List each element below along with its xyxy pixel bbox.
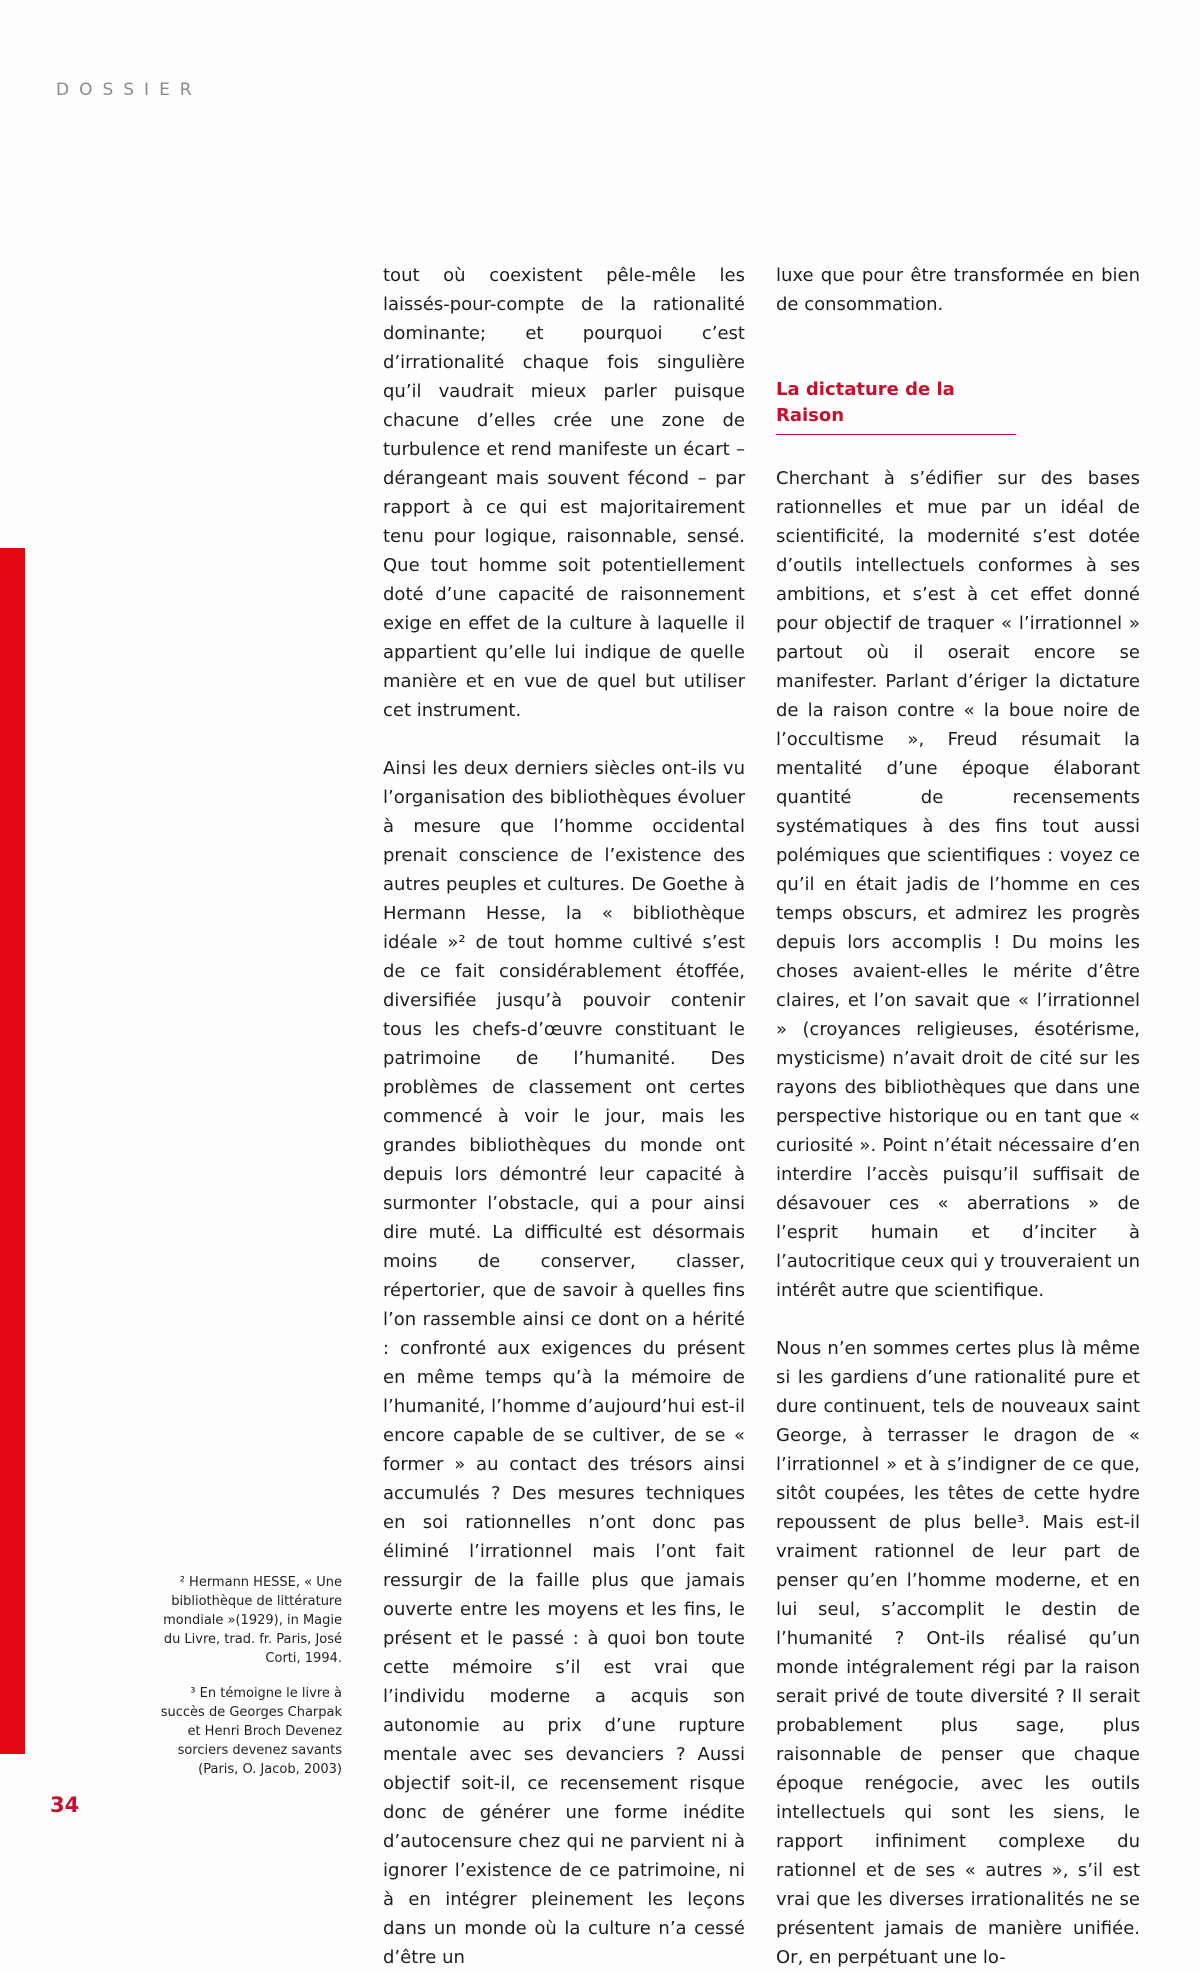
page-number: 34 [50, 1793, 80, 1817]
footnote: ² Hermann HESSE, « Une bibliothèque de littérature mondiale »(1929), in Magie du Livre, trad. fr. Paris, José Corti, 1994. [163, 1575, 342, 1666]
section-header: DOSSIER [56, 80, 202, 100]
paragraph: tout où coexistent pêle-mêle les laissés-pour-compte de la rationalité dominante; et pourquoi c’est d’irrationalité chaque fois singulière qu’il vaudrait mieux parler puisque chacune d’elles crée une zone de turbulence et rend manifeste un écart – dérangeant mais souvent fécond – par rapport à ce qui est majoritairement tenu pour logique, raisonnable, sensé. Que tout homme soit potentiellement doté d’une capacité de raisonnement exige en effet de la culture à laquelle il appartient qu’elle lui indique de quelle manière et en vue de quel but utiliser cet instrument. [383, 265, 745, 721]
section-title: La dictature de la Raison [776, 377, 1016, 435]
red-margin-bar [0, 548, 25, 1754]
paragraph: Nous n’en sommes certes plus là même si les gardiens d’une rationalité pure et dure continuent, tels de nouveaux saint George, à terrasser le dragon de « l’irrationnel » et à s’indigner de ce que, sitôt coupées, les têtes de cette hydre repoussent de plus belle³. Mais est-il vraiment rationnel de leur part de penser qu’en l’homme moderne, et en lui seul, s’accomplit le destin de l’humanité ? Ont-ils réalisé qu’un monde intégralement régi par la raison serait privé de toute diversité ? Il serait probablement plus sage, plus raisonnable de penser que chaque époque renégocie, avec les outils intellectuels qui sont les siens, le rapport infiniment complexe du rationnel et de ses « autres », s’il est vrai que les diverses irrationalités ne se présentent jamais de manière unifiée. Or, en perpétuant une lo- [776, 1338, 1140, 1968]
middle-column [383, 261, 745, 1972]
paragraph: luxe que pour être transformée en bien de consommation. [776, 265, 1140, 315]
footnote: ³ En témoigne le livre à succès de Georges Charpak et Henri Broch Devenez sorciers devenez savants (Paris, O. Jacob, 2003) [160, 1686, 342, 1777]
paragraph: Cherchant à s’édifier sur des bases rationnelles et mue par un idéal de scientificité, la modernité s’est dotée d’outils intellectuels conformes à ses ambitions, et s’est à cet effet donné pour objectif de traquer « l’irrationnel » partout où il oserait encore se manifester. Parlant d’ériger la dictature de la raison contre « la boue noire de l’occultisme », Freud résumait la mentalité d’une époque élaborant quantité de recensements systématiques à des fins tout aussi polémiques que scientifiques : voyez ce qu’il en était jadis de l’homme en ces temps obscurs, et admirez les progrès depuis lors accomplis ! Du moins les choses avaient-elles le mérite d’être claires, et l’on savait que « l’irrationnel » (croyances religieuses, ésotérisme, mysticisme) n’avait droit de cité sur les rayons des bibliothèques que dans une perspective historique ou en tant que « curiosité ». Point n’était nécessaire d’en interdire l’accès puisqu’il suffisait de désavouer ces « aberrations » de l’esprit humain et d’inciter à l’autocritique ceux qui y trouveraient un intérêt autre que scientifique. [776, 468, 1140, 1301]
paragraph: Ainsi les deux derniers siècles ont-ils vu l’organisation des bibliothèques évoluer à mesure que l’homme occidental prenait conscience de l’existence des autres peuples et cultures. De Goethe à Hermann Hesse, la « bibliothèque idéale »² de tout homme cultivé s’est de ce fait considérablement étoffée, diversifiée jusqu’à pouvoir contenir tous les chefs-d’œuvre constituant le patrimoine de l’humanité. Des problèmes de classement ont certes commencé à voir le jour, mais les grandes bibliothèques du monde ont depuis lors démontré leur capacité à surmonter l’obstacle, qui a pour ainsi dire muté. La difficulté est désormais moins de conserver, classer, répertorier, que de savoir à quelles fins l’on rassemble ainsi ce dont on a hérité : confronté aux exigences du présent en même temps qu’à la mémoire de l’humanité, l’homme d’aujourd’hui est-il encore capable de se cultiver, de se « former » au contact des trésors ainsi accumulés ? Des mesures techniques en soi rationnelles n’ont donc pas éliminé l’irrationnel mais l’ont fait ressurgir de la faille plus que jamais ouverte entre les moyens et les fins, le présent et le passé : à quoi bon toute cette mémoire s’il est vrai que l’individu moderne a acquis son autonomie au prix d’une rupture mentale avec ses devanciers ? Aussi objectif soit-il, ce recensement risque donc de générer une forme inédite d’autocensure chez qui ne parvient ni à ignorer l’existence de ce patrimoine, ni à en intégrer pleinement les leçons dans un monde où la culture n’a cessé d’être un [383, 758, 745, 1968]
right-column [776, 261, 1140, 1972]
